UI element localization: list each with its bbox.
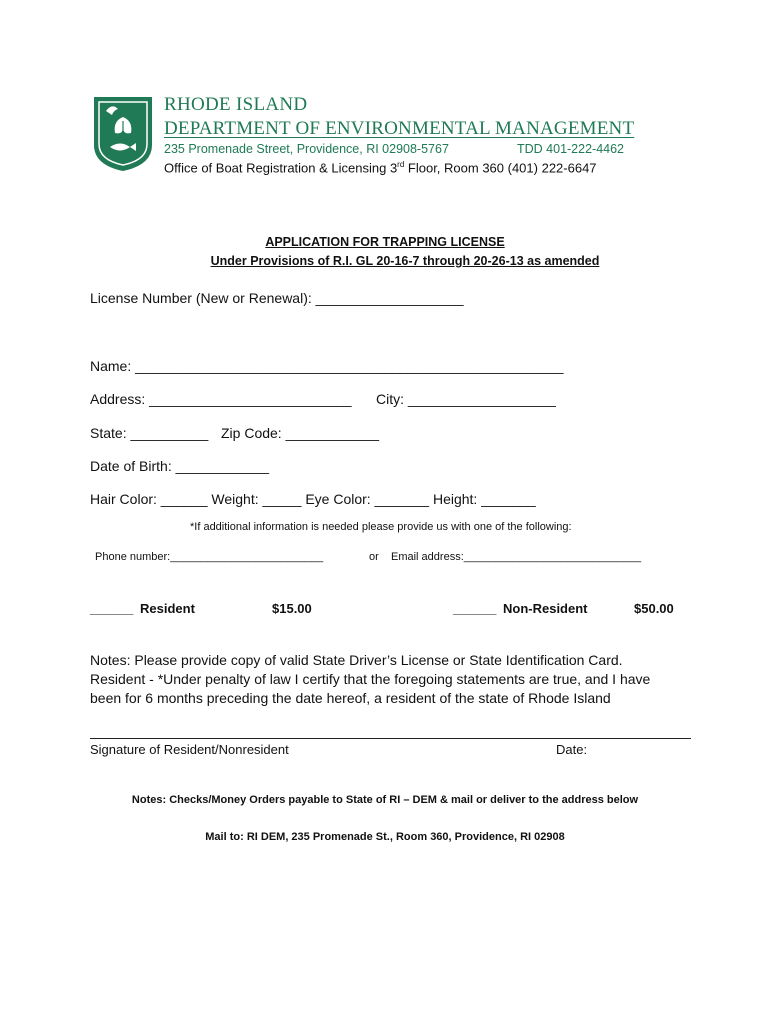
resident-fee: $15.00: [272, 601, 312, 616]
license-number-field[interactable]: License Number (New or Renewal): ___________________: [90, 290, 464, 306]
address-field[interactable]: Address: __________________________: [90, 391, 352, 407]
state-field[interactable]: State: __________: [90, 425, 209, 441]
or-label: or: [369, 551, 379, 563]
physical-description-fields[interactable]: Hair Color: ______ Weight: _____ Eye Color: _______ Height: _______: [90, 491, 536, 507]
ri-dem-logo: [92, 95, 154, 173]
dob-field[interactable]: Date of Birth: ____________: [90, 458, 270, 474]
nonresident-checkbox[interactable]: ______: [453, 601, 497, 616]
notes-line-1: Notes: Please provide copy of valid State Driver’s License or State Identification Card.: [90, 652, 623, 668]
header-tdd: TDD 401-222-4462: [517, 142, 625, 156]
payment-note: Notes: Checks/Money Orders payable to State of RI – DEM & mail or deliver to the address below: [131, 794, 639, 806]
form-subtitle: Under Provisions of R.I. GL 20-16-7 through 20-26-13 as amended: [210, 254, 600, 268]
name-field[interactable]: Name: _______________________________________________________: [90, 358, 564, 374]
resident-label: Resident: [140, 601, 195, 616]
form-title: APPLICATION FOR TRAPPING LICENSE: [265, 235, 505, 249]
resident-checkbox[interactable]: ______: [90, 601, 134, 616]
header-state: RHODE ISLAND: [164, 94, 308, 115]
nonresident-fee: $50.00: [634, 601, 674, 616]
notes-line-2: Resident - *Under penalty of law I certify that the foregoing statements are true, and I have: [90, 671, 651, 687]
zip-field[interactable]: Zip Code: ____________: [221, 425, 380, 441]
nonresident-label: Non-Resident: [503, 601, 588, 616]
notes-line-3: been for 6 months preceding the date hereof, a resident of the state of Rhode Island: [90, 690, 611, 706]
phone-field[interactable]: Phone number:_________________________: [95, 551, 324, 563]
signature-label: Signature of Resident/Nonresident: [90, 742, 289, 757]
mail-to-address: Mail to: RI DEM, 235 Promenade St., Room 360, Providence, RI 02908: [205, 831, 565, 843]
email-field[interactable]: Email address:_____________________________: [391, 551, 642, 563]
additional-info-note: *If additional information is needed please provide us with one of the following:: [190, 521, 572, 533]
header-department: DEPARTMENT OF ENVIRONMENTAL MANAGEMENT: [164, 118, 635, 139]
city-field[interactable]: City: ___________________: [376, 391, 556, 407]
header-office: Office of Boat Registration & Licensing 3rd Floor, Room 360 (401) 222-6647: [164, 160, 597, 176]
date-label: Date:: [556, 742, 588, 757]
signature-line[interactable]: [90, 738, 691, 739]
header-address: 235 Promenade Street, Providence, RI 02908-5767: [164, 142, 449, 156]
